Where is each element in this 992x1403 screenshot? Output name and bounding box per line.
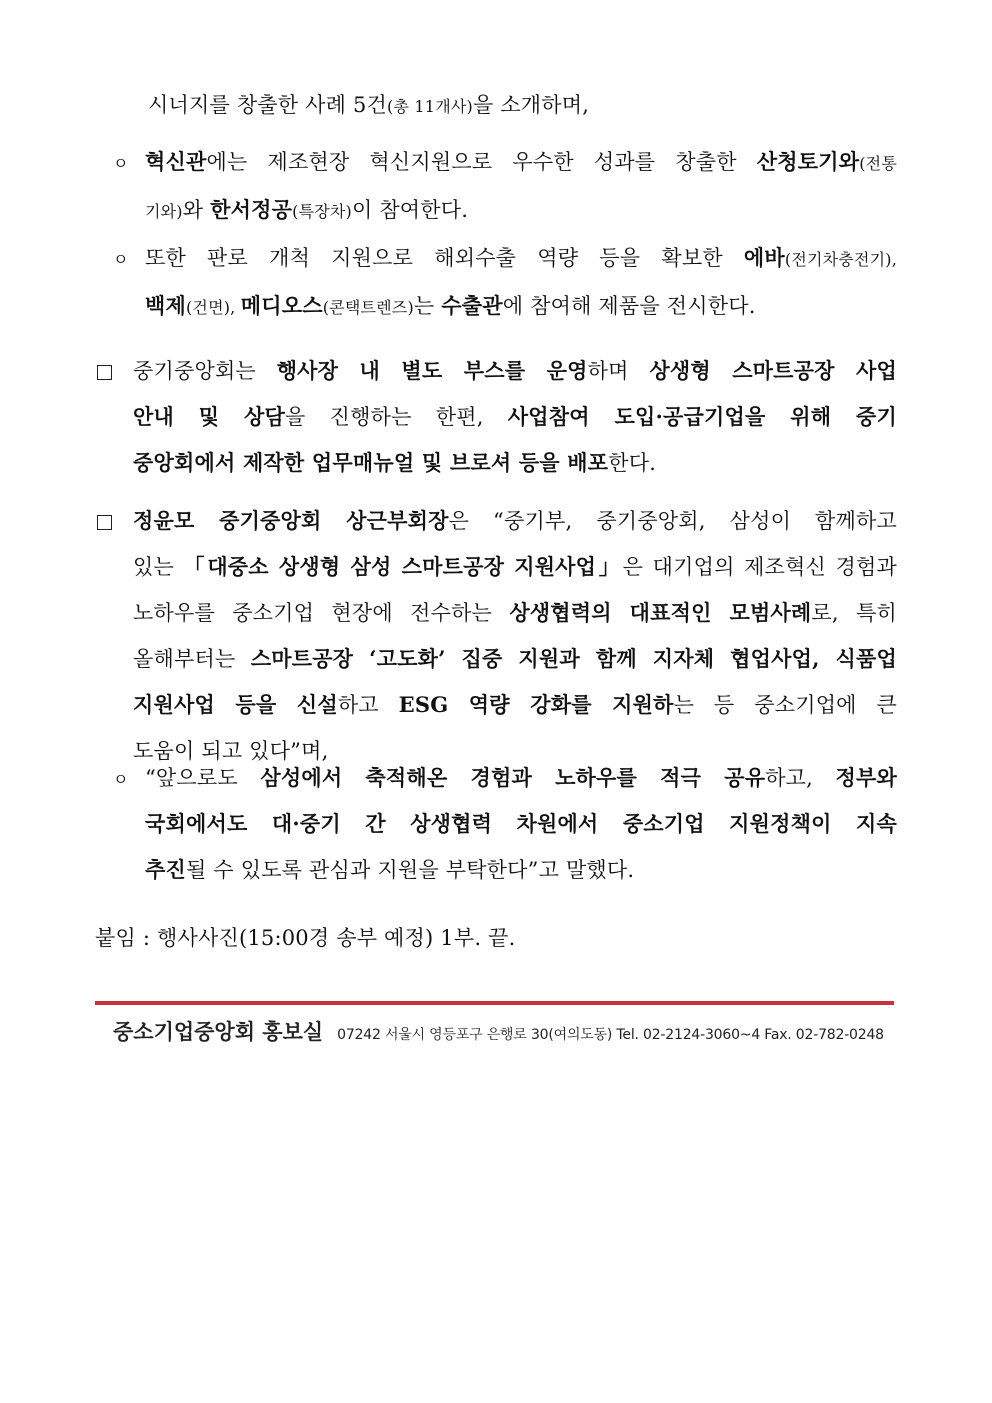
section-checkbox-marker <box>97 348 112 394</box>
footer-organization: 중소기업중앙회 홍보실 <box>113 1020 324 1044</box>
bullet-paragraph-innovation: 혁신관에는 제조현장 혁신지원으로 우수한 성과를 창출한 산청토기와(전통 기와)와 한서정공(특장차)이 참여한다. <box>145 149 897 222</box>
attachment-note: 붙임 : 행사사진(15:00경 송부 예정) 1부. 끝. <box>95 926 516 950</box>
footer <box>113 1016 884 1046</box>
paragraph-vice-chairman-quote: 정윤모 중기중앙회 상근부회장은 “중기부, 중기중앙회, 삼성이 함께하고 있는 「대중소 상생형 삼성 스마트공장 지원사업」은 대기업의 제조혁신 경험과 노하우를 중소기업 현장에 전수하는 상생협력의 대표적인 모범사례로, 특히 올해부터는 스마트공장 ‘고도화’ 집중 지원과 함께 지자체 협업사업, 식품업 지원사업 등을 신설하고 ESG 역량 강화를 지원하는 등 중소기업에 큰 도움이 되고 있다”며, <box>133 508 897 763</box>
intro-line: 시너지를 창출한 사례 5건(총 11개사)을 소개하며, <box>148 93 590 117</box>
bullet-marker: ㅇ <box>113 250 129 269</box>
section-checkbox-marker <box>97 498 112 544</box>
bullet-paragraph-future: “앞으로도 삼성에서 축적해온 경험과 노하우를 적극 공유하고, 정부와 국회에서도 대·중기 간 상생협력 차원에서 중소기업 지원정책이 지속 추진될 수 있도록 관심과 지원을 부탁한다”고 말했다. <box>145 765 897 882</box>
bullet-paragraph-export: 또한 판로 개척 지원으로 해외수출 역량 등을 확보한 에바(전기차충전기), 백제(건면), 메디오스(콘택트렌즈)는 수출관에 참여해 제품을 전시한다. <box>145 245 897 318</box>
footer-divider <box>95 1001 894 1005</box>
footer-address: 07242 서울시 영등포구 은행로 30(여의도동) Tel. 02-2124-3060~4 Fax. 02-782-0248 <box>337 1027 884 1043</box>
bullet-marker: ㅇ <box>113 770 129 789</box>
bullet-marker: ㅇ <box>113 154 129 173</box>
paragraph-booth: 중기중앙회는 행사장 내 별도 부스를 운영하며 상생형 스마트공장 사업 안내 및 상담을 진행하는 한편, 사업참여 도입·공급기업을 위해 중기 중앙회에서 제작한 업무매뉴얼 및 브로셔 등을 배포한다. <box>133 358 897 475</box>
